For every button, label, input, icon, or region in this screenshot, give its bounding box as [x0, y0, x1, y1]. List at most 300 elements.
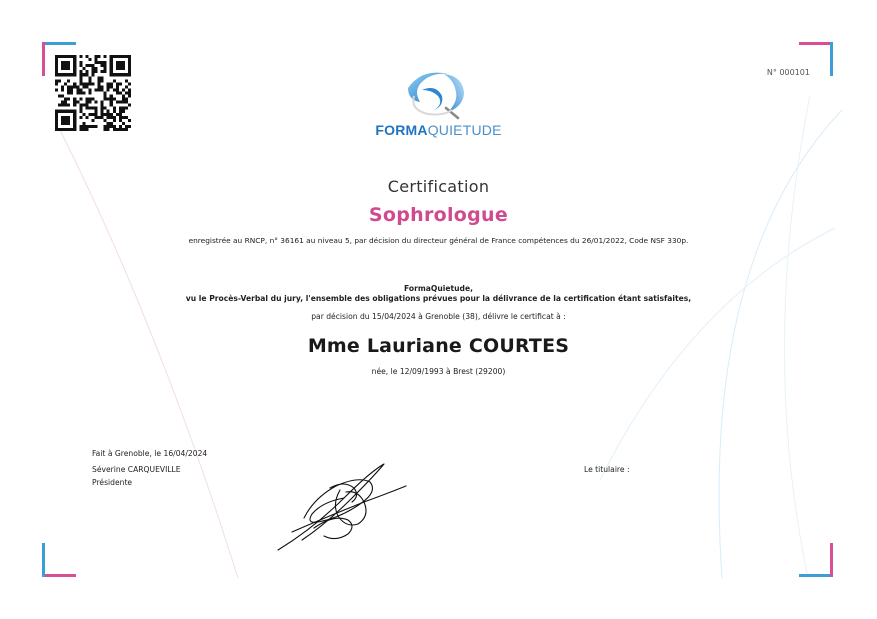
qr-module	[104, 119, 107, 122]
qr-module	[110, 85, 113, 88]
qr-module	[70, 55, 73, 58]
qr-module	[116, 67, 119, 70]
qr-module	[88, 76, 91, 79]
qr-module	[95, 88, 98, 91]
qr-module	[73, 61, 76, 64]
qr-module	[82, 113, 85, 116]
qr-module	[79, 55, 82, 58]
qr-module	[98, 116, 101, 119]
qr-module	[79, 125, 82, 128]
qr-module	[113, 107, 116, 110]
qr-module	[79, 88, 82, 91]
qr-module	[73, 104, 76, 107]
qr-module	[64, 55, 67, 58]
qr-module	[110, 67, 113, 70]
qr-module	[119, 73, 122, 76]
qr-module	[110, 116, 113, 119]
qr-module	[116, 101, 119, 104]
qr-module	[70, 73, 73, 76]
qr-module	[98, 76, 101, 79]
qr-module	[128, 104, 131, 107]
qr-module	[82, 91, 85, 94]
qr-module	[88, 107, 91, 110]
qr-module	[55, 61, 58, 64]
qr-module	[116, 82, 119, 85]
qr-module	[110, 55, 113, 58]
qr-module	[125, 116, 128, 119]
qr-module	[101, 76, 104, 79]
corner-bottom-left	[42, 543, 76, 577]
qr-module	[125, 128, 128, 131]
qr-module	[95, 101, 98, 104]
qr-module	[61, 116, 64, 119]
qr-module	[61, 122, 64, 125]
qr-module	[119, 110, 122, 113]
qr-module	[55, 125, 58, 128]
qr-module	[55, 67, 58, 70]
qr-module	[73, 122, 76, 125]
qr-module	[64, 61, 67, 64]
qr-module	[67, 85, 70, 88]
qr-module	[82, 125, 85, 128]
qr-module	[85, 82, 88, 85]
qr-module	[128, 58, 131, 61]
qr-module	[88, 101, 91, 104]
qr-module	[67, 91, 70, 94]
qr-module	[125, 125, 128, 128]
qr-module	[119, 101, 122, 104]
qr-module	[107, 116, 110, 119]
qr-module	[61, 73, 64, 76]
qr-module	[79, 73, 82, 76]
qr-module	[128, 70, 131, 73]
qr-module	[64, 67, 67, 70]
qr-module	[64, 98, 67, 101]
qr-module	[98, 55, 101, 58]
qr-module	[113, 116, 116, 119]
qr-module	[122, 95, 125, 98]
qr-module	[107, 122, 110, 125]
qr-module	[64, 116, 67, 119]
qr-module	[119, 64, 122, 67]
qr-module	[116, 85, 119, 88]
qr-module	[58, 55, 61, 58]
qr-module	[79, 128, 82, 131]
qr-module	[82, 82, 85, 85]
qr-module	[88, 58, 91, 61]
qr-module	[128, 82, 131, 85]
qr-module	[104, 95, 107, 98]
qr-module	[116, 73, 119, 76]
qr-module	[119, 116, 122, 119]
qr-module	[82, 73, 85, 76]
qr-module	[119, 125, 122, 128]
qr-module	[58, 95, 61, 98]
qr-module	[73, 119, 76, 122]
qr-module	[55, 116, 58, 119]
qr-module	[107, 98, 110, 101]
qr-module	[101, 61, 104, 64]
qr-module	[113, 125, 116, 128]
qr-module	[76, 85, 79, 88]
qr-module	[82, 85, 85, 88]
qr-module	[116, 64, 119, 67]
qr-module	[110, 113, 113, 116]
qr-module	[58, 110, 61, 113]
qr-module	[116, 91, 119, 94]
qr-module	[91, 125, 94, 128]
qr-module	[64, 110, 67, 113]
qr-module	[67, 110, 70, 113]
qr-module	[88, 125, 91, 128]
qr-module	[95, 67, 98, 70]
qr-module	[113, 79, 116, 82]
qr-module	[122, 107, 125, 110]
qr-module	[58, 73, 61, 76]
qr-module	[107, 88, 110, 91]
logo-wordmark	[362, 122, 515, 138]
qr-module	[73, 67, 76, 70]
qr-module	[64, 119, 67, 122]
qr-module	[122, 55, 125, 58]
qr-module	[91, 107, 94, 110]
qr-module	[55, 128, 58, 131]
qr-module	[98, 79, 101, 82]
qr-module	[79, 91, 82, 94]
qr-module	[125, 91, 128, 94]
qr-module	[73, 70, 76, 73]
qr-module	[95, 113, 98, 116]
qr-module	[67, 73, 70, 76]
corner-bottom-right	[799, 543, 833, 577]
qr-module	[110, 122, 113, 125]
qr-module	[122, 122, 125, 125]
qr-module	[107, 82, 110, 85]
qr-module	[122, 73, 125, 76]
qr-module	[73, 113, 76, 116]
qr-module	[88, 88, 91, 91]
qr-module	[110, 98, 113, 101]
qr-module	[85, 73, 88, 76]
qr-module	[95, 110, 98, 113]
qr-module	[122, 67, 125, 70]
qr-module	[110, 95, 113, 98]
qr-module	[79, 104, 82, 107]
qr-module	[82, 128, 85, 131]
qr-module	[67, 122, 70, 125]
qr-module	[128, 125, 131, 128]
qr-module	[113, 55, 116, 58]
qr-module	[104, 125, 107, 128]
qr-module	[119, 67, 122, 70]
qr-module	[79, 61, 82, 64]
qr-module	[64, 73, 67, 76]
qr-module	[119, 119, 122, 122]
qr-module	[70, 110, 73, 113]
qr-module	[67, 67, 70, 70]
qr-module	[119, 82, 122, 85]
qr-module	[95, 58, 98, 61]
qr-module	[119, 91, 122, 94]
qr-module	[61, 95, 64, 98]
holder-label: Le titulaire :	[584, 465, 630, 474]
qr-module	[73, 128, 76, 131]
qr-module	[128, 91, 131, 94]
qr-module	[113, 98, 116, 101]
qr-module	[67, 61, 70, 64]
qr-module	[85, 128, 88, 131]
logo-emblem-icon	[400, 66, 476, 122]
qr-module	[101, 113, 104, 116]
qr-module	[107, 85, 110, 88]
qr-module	[119, 113, 122, 116]
qr-module	[79, 116, 82, 119]
qr-module	[104, 55, 107, 58]
decision-text: par décision du 15/04/2024 à Grenoble (38), délivre le certificat à :	[311, 312, 566, 321]
qr-module	[101, 104, 104, 107]
qr-module	[116, 113, 119, 116]
qr-module	[110, 73, 113, 76]
qr-module	[67, 119, 70, 122]
qr-module	[116, 61, 119, 64]
qr-module	[58, 104, 61, 107]
qr-module	[128, 95, 131, 98]
certification-title: Sophrologue	[368, 204, 509, 226]
qr-module	[104, 128, 107, 131]
qr-module	[82, 67, 85, 70]
qr-module	[110, 64, 113, 67]
qr-module	[91, 119, 94, 122]
qr-module	[85, 70, 88, 73]
qr-module	[55, 113, 58, 116]
qr-module	[116, 128, 119, 131]
qr-module	[104, 107, 107, 110]
qr-module	[116, 55, 119, 58]
qr-module	[85, 85, 88, 88]
qr-module	[122, 64, 125, 67]
qr-module	[73, 55, 76, 58]
qr-module	[67, 79, 70, 82]
qr-module	[91, 98, 94, 101]
qr-module	[85, 55, 88, 58]
qr-module	[55, 58, 58, 61]
qr-module	[88, 98, 91, 101]
qr-module	[125, 55, 128, 58]
qr-module	[61, 61, 64, 64]
qr-module	[128, 64, 131, 67]
qr-module	[55, 70, 58, 73]
jury-statement: vu le Procès-Verbal du jury, l'ensemble des obligations prévues pour la délivrance de la certification étant satisfaites,	[185, 294, 692, 303]
qr-module	[67, 104, 70, 107]
qr-module	[55, 79, 58, 82]
qr-module	[67, 128, 70, 131]
qr-module	[73, 98, 76, 101]
qr-module	[101, 116, 104, 119]
qr-module	[91, 82, 94, 85]
qr-module	[128, 61, 131, 64]
qr-module	[79, 76, 82, 79]
qr-module	[73, 125, 76, 128]
qr-module	[55, 82, 58, 85]
qr-module	[128, 88, 131, 91]
qr-module	[107, 125, 110, 128]
qr-module	[119, 107, 122, 110]
signer-name: Séverine CARQUEVILLE	[92, 465, 181, 474]
qr-module	[61, 101, 64, 104]
qr-module	[88, 79, 91, 82]
qr-module	[88, 91, 91, 94]
qr-module	[113, 128, 116, 131]
qr-module	[58, 128, 61, 131]
qr-module	[122, 101, 125, 104]
qr-module	[70, 85, 73, 88]
qr-module	[73, 101, 76, 104]
qr-module	[67, 116, 70, 119]
qr-module	[125, 73, 128, 76]
qr-module	[107, 128, 110, 131]
qr-module	[55, 88, 58, 91]
qr-module	[64, 82, 67, 85]
qr-module	[122, 116, 125, 119]
qr-module	[61, 128, 64, 131]
qr-module	[125, 85, 128, 88]
qr-module	[61, 110, 64, 113]
qr-module	[73, 73, 76, 76]
qr-module	[73, 85, 76, 88]
logo-word-bold: FORMA	[375, 122, 428, 138]
qr-module	[76, 101, 79, 104]
organization-name: FormaQuietude,	[404, 284, 473, 293]
qr-module	[128, 67, 131, 70]
qr-module	[79, 70, 82, 73]
qr-module	[55, 122, 58, 125]
qr-module	[107, 113, 110, 116]
qr-module	[128, 119, 131, 122]
qr-module	[95, 70, 98, 73]
qr-module	[104, 64, 107, 67]
qr-module	[101, 107, 104, 110]
qr-module	[70, 88, 73, 91]
qr-module	[104, 61, 107, 64]
qr-module	[113, 88, 116, 91]
qr-module	[107, 110, 110, 113]
qr-module	[79, 98, 82, 101]
recipient-name: Mme Lauriane COURTES	[307, 335, 570, 357]
qr-module	[88, 82, 91, 85]
qr-module	[61, 104, 64, 107]
qr-module	[79, 79, 82, 82]
qr-module	[67, 64, 70, 67]
certificate-number: N° 000101	[766, 68, 810, 77]
qr-module	[61, 85, 64, 88]
qr-module	[79, 64, 82, 67]
qr-module	[70, 91, 73, 94]
qr-module	[85, 125, 88, 128]
qr-module	[95, 61, 98, 64]
qr-module	[76, 91, 79, 94]
qr-module	[110, 101, 113, 104]
signer-role: Présidente	[92, 478, 133, 487]
qr-module	[73, 58, 76, 61]
formaquietude-logo	[362, 66, 515, 146]
qr-module	[85, 101, 88, 104]
qr-module	[119, 55, 122, 58]
qr-module	[91, 113, 94, 116]
qr-module	[110, 58, 113, 61]
qr-module	[113, 110, 116, 113]
qr-module	[91, 73, 94, 76]
qr-module	[101, 79, 104, 82]
qr-module	[85, 104, 88, 107]
qr-module	[91, 67, 94, 70]
qr-module	[101, 64, 104, 67]
qr-module	[91, 70, 94, 73]
qr-module	[82, 104, 85, 107]
qr-module	[104, 98, 107, 101]
qr-module	[55, 64, 58, 67]
place-date: Fait à Grenoble, le 16/04/2024	[92, 449, 208, 458]
registration-text: enregistrée au RNCP, n° 36161 au niveau 5, par décision du directeur général de France compétences du 26/01/2022, Code NSF 330p.	[188, 236, 689, 245]
qr-module	[101, 110, 104, 113]
qr-module	[55, 55, 58, 58]
qr-module	[122, 128, 125, 131]
qr-module	[101, 101, 104, 104]
birth-info: née, le 12/09/1993 à Brest (29200)	[371, 367, 506, 376]
qr-module	[73, 64, 76, 67]
qr-module	[98, 61, 101, 64]
qr-module	[110, 70, 113, 73]
qr-module	[101, 88, 104, 91]
qr-module	[61, 55, 64, 58]
qr-module	[128, 55, 131, 58]
qr-module	[61, 67, 64, 70]
qr-module	[113, 119, 116, 122]
qr-module	[122, 98, 125, 101]
qr-module	[73, 116, 76, 119]
signature-icon	[274, 458, 410, 554]
qr-module	[70, 128, 73, 131]
qr-module	[67, 98, 70, 101]
qr-module	[104, 67, 107, 70]
qr-module	[104, 113, 107, 116]
qr-module	[73, 110, 76, 113]
qr-module	[98, 85, 101, 88]
qr-module	[116, 88, 119, 91]
qr-module	[73, 82, 76, 85]
qr-module	[110, 61, 113, 64]
qr-module	[125, 101, 128, 104]
qr-module	[128, 73, 131, 76]
qr-module	[95, 116, 98, 119]
qr-module	[58, 79, 61, 82]
qr-module	[64, 122, 67, 125]
qr-module	[55, 73, 58, 76]
qr-module	[98, 82, 101, 85]
qr-module	[61, 64, 64, 67]
qr-module	[125, 107, 128, 110]
qr-module	[98, 88, 101, 91]
qr-module	[104, 70, 107, 73]
qr-module	[79, 82, 82, 85]
qr-module	[64, 104, 67, 107]
qr-module	[67, 88, 70, 91]
qr-module	[79, 110, 82, 113]
qr-module	[85, 116, 88, 119]
certification-label: Certification	[387, 177, 490, 196]
qr-module	[85, 98, 88, 101]
qr-module	[67, 55, 70, 58]
qr-module	[104, 91, 107, 94]
